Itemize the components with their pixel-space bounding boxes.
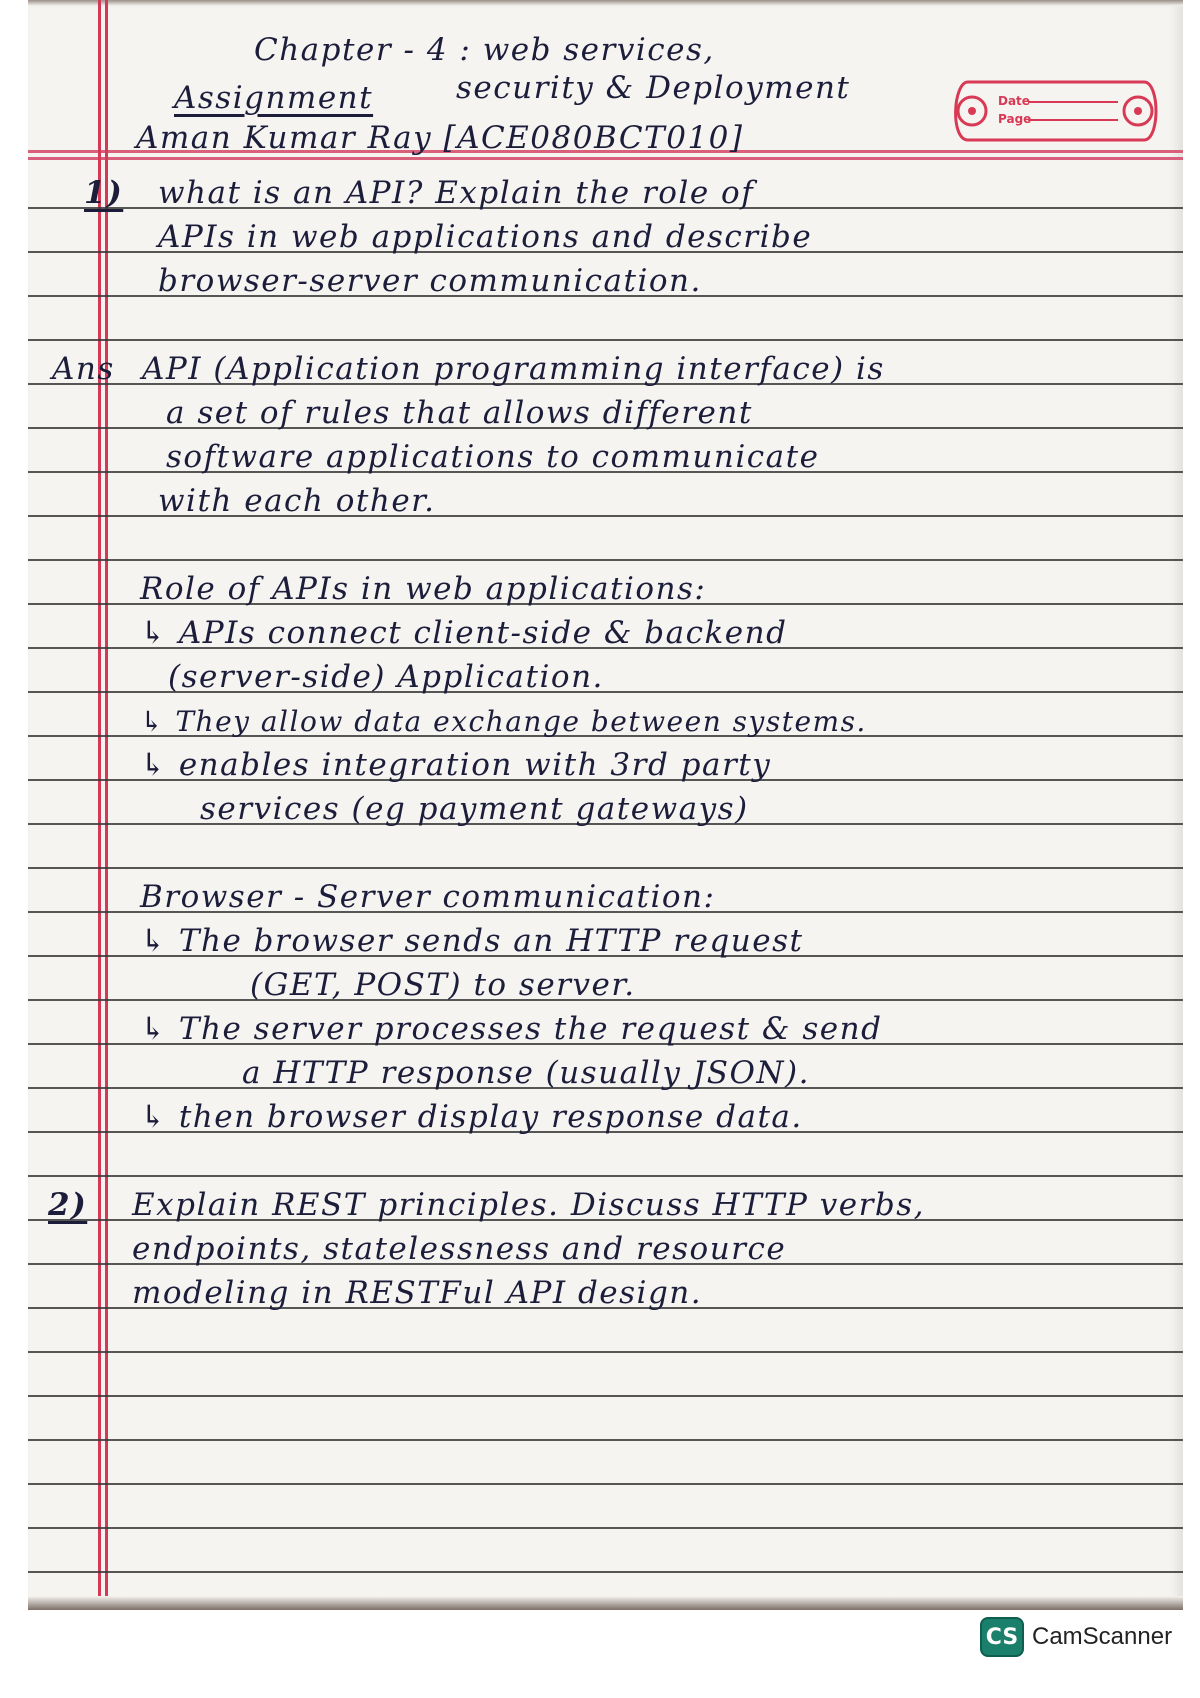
browser-server-heading: Browser - Server communication:	[140, 879, 716, 915]
question-1-line: browser-server communication.	[158, 263, 702, 299]
margin-line	[105, 0, 108, 1610]
role-point: ↳ They allow data exchange between systems.	[140, 705, 867, 738]
question-1-line: APIs in web applications and describe	[158, 219, 813, 255]
paper-bottom-edge	[28, 1596, 1183, 1610]
camscanner-watermark	[980, 1617, 1172, 1657]
ruled-line	[28, 339, 1183, 341]
role-point: (server-side) Application.	[168, 659, 604, 695]
ruled-line	[28, 1483, 1183, 1485]
ruled-line	[28, 867, 1183, 869]
question-2-line: endpoints, statelessness and resource	[132, 1231, 787, 1267]
question-1-number: 1)	[84, 175, 124, 211]
ruled-line	[28, 1175, 1183, 1177]
stamp-date-label: Date	[998, 94, 1030, 108]
ruled-line	[28, 1527, 1183, 1529]
stamp-page-label: Page	[998, 112, 1032, 126]
role-point: ↳ APIs connect client-side & backend	[140, 615, 788, 651]
chapter-title: Chapter - 4 : web services,	[254, 32, 715, 68]
date-page-stamp-icon	[948, 74, 1162, 148]
ruled-line	[28, 1571, 1183, 1573]
browser-server-point: (GET, POST) to server.	[250, 967, 636, 1003]
camscanner-logo-icon: CS	[980, 1617, 1024, 1657]
question-2-number: 2)	[48, 1187, 88, 1223]
chapter-subtitle: security & Deployment	[456, 70, 851, 106]
header-rule	[28, 157, 1183, 160]
browser-server-point: ↳ then browser display response data.	[140, 1099, 803, 1135]
paper-top-edge	[28, 0, 1183, 6]
question-1-line: what is an API? Explain the role of	[158, 175, 755, 211]
answer-line: API (Application programming interface) is	[142, 351, 885, 387]
browser-server-point: ↳ The browser sends an HTTP request	[140, 923, 804, 959]
role-point: ↳ enables integration with 3rd party	[140, 747, 772, 783]
answer-line: a set of rules that allows different	[166, 395, 753, 431]
camscanner-label: CamScanner	[1032, 1623, 1173, 1650]
answer-line: software applications to communicate	[166, 439, 820, 475]
margin-line	[98, 0, 101, 1610]
student-name-roll: Aman Kumar Ray [ACE080BCT010]	[136, 120, 744, 156]
role-point: services (eg payment gateways)	[200, 791, 749, 827]
role-heading: Role of APIs in web applications:	[140, 571, 707, 607]
assignment-label: Assignment	[174, 80, 374, 116]
notebook-page	[28, 0, 1183, 1610]
ruled-line	[28, 1351, 1183, 1353]
ruled-line	[28, 1395, 1183, 1397]
ruled-line	[28, 1439, 1183, 1441]
answer-line: with each other.	[158, 483, 436, 519]
browser-server-point: a HTTP response (usually JSON).	[242, 1055, 810, 1091]
question-2-line: modeling in RESTFul API design.	[132, 1275, 703, 1311]
browser-server-point: ↳ The server processes the request & send	[140, 1011, 883, 1047]
answer-label: Ans	[52, 351, 115, 387]
question-2-line: Explain REST principles. Discuss HTTP verbs,	[132, 1187, 926, 1223]
ruled-line	[28, 559, 1183, 561]
